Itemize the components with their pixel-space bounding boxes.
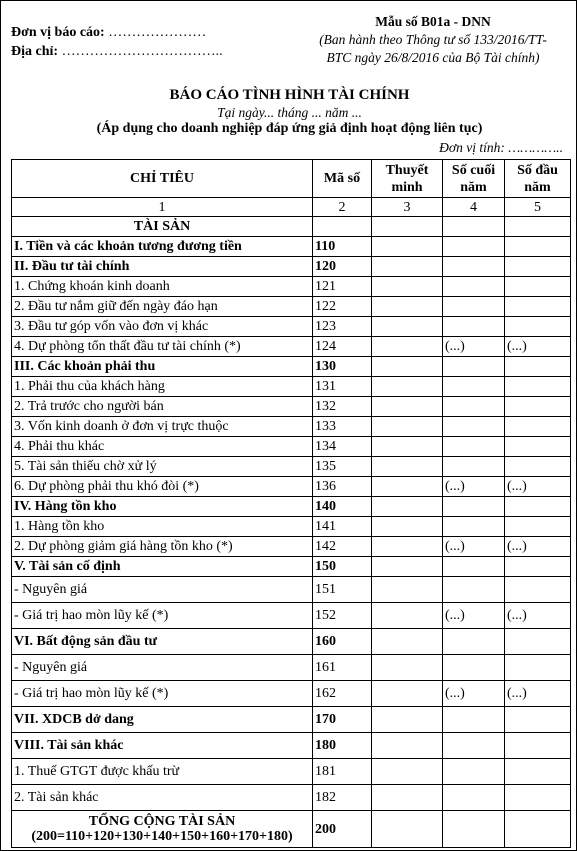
table-row (12, 497, 571, 517)
row-note (372, 457, 443, 477)
column-number: 4 (443, 198, 505, 217)
column-number: 5 (505, 198, 571, 217)
form-number: Mẫu số B01a - DNN (375, 14, 491, 29)
table-row (12, 629, 571, 655)
row-indicator: - Giá trị hao mòn lũy kế (*) (12, 603, 313, 629)
row-note (372, 759, 443, 785)
table-cell (443, 811, 505, 848)
row-note (372, 277, 443, 297)
row-year-end: (...) (443, 537, 505, 557)
row-note (372, 681, 443, 707)
table-row (12, 517, 571, 537)
total-code: 200 (313, 811, 372, 848)
row-indicator: 2. Đầu tư nắm giữ đến ngày đáo hạn (12, 297, 313, 317)
row-year-end (443, 517, 505, 537)
row-indicator: 6. Dự phòng phải thu khó đòi (*) (12, 477, 313, 497)
row-indicator: 1. Hàng tồn kho (12, 517, 313, 537)
row-code: 136 (313, 477, 372, 497)
address-line (11, 42, 223, 61)
row-indicator: III. Các khoản phải thu (12, 357, 313, 377)
row-year-begin (505, 785, 571, 811)
row-year-end (443, 497, 505, 517)
table-header-row (12, 160, 571, 198)
header-note-line-1: Thuyết (385, 162, 429, 178)
section-title-row (12, 217, 571, 237)
row-code: 132 (313, 397, 372, 417)
table-row (12, 655, 571, 681)
row-code: 141 (313, 517, 372, 537)
table-row (12, 759, 571, 785)
table-cell (372, 217, 443, 237)
row-year-end (443, 237, 505, 257)
row-code: 134 (313, 437, 372, 457)
row-year-end (443, 629, 505, 655)
row-code: 131 (313, 377, 372, 397)
row-code: 110 (313, 237, 372, 257)
row-year-begin (505, 517, 571, 537)
column-number-row (12, 198, 571, 217)
row-year-begin: (...) (505, 337, 571, 357)
table-row (12, 707, 571, 733)
row-note (372, 537, 443, 557)
table-row (12, 733, 571, 759)
report-date-line: Tại ngày... tháng ... năm ... (217, 105, 362, 120)
table-cell (313, 217, 372, 237)
table-row (12, 297, 571, 317)
row-code: 135 (313, 457, 372, 477)
row-code: 181 (313, 759, 372, 785)
row-code: 150 (313, 557, 372, 577)
row-year-begin: (...) (505, 537, 571, 557)
row-note (372, 477, 443, 497)
row-year-begin (505, 437, 571, 457)
row-year-end (443, 557, 505, 577)
row-indicator: 1. Phải thu của khách hàng (12, 377, 313, 397)
row-year-end (443, 417, 505, 437)
row-year-end (443, 457, 505, 477)
row-code: 162 (313, 681, 372, 707)
row-indicator: 3. Vốn kinh doanh ở đơn vị trực thuộc (12, 417, 313, 437)
row-year-end (443, 297, 505, 317)
table-row (12, 397, 571, 417)
table-row (12, 237, 571, 257)
row-year-end (443, 317, 505, 337)
total-label (12, 811, 313, 848)
header-year-begin-line-1: Số đầu (517, 162, 558, 178)
table-row (12, 577, 571, 603)
row-indicator: 1. Chứng khoán kinh doanh (12, 277, 313, 297)
header-note-line-2: minh (391, 179, 423, 195)
row-year-begin (505, 733, 571, 759)
row-year-begin (505, 277, 571, 297)
row-code: 130 (313, 357, 372, 377)
row-year-end: (...) (443, 603, 505, 629)
row-year-begin: (...) (505, 681, 571, 707)
row-year-end (443, 357, 505, 377)
row-year-begin: (...) (505, 477, 571, 497)
row-indicator: VIII. Tài sản khác (12, 733, 313, 759)
row-note (372, 437, 443, 457)
row-year-end (443, 733, 505, 759)
row-note (372, 257, 443, 277)
header-year-end-line-2: năm (460, 179, 487, 195)
row-year-begin (505, 397, 571, 417)
column-number: 2 (313, 198, 372, 217)
row-note (372, 629, 443, 655)
address-dots: …………………………….. (61, 44, 223, 59)
row-year-begin (505, 497, 571, 517)
row-note (372, 733, 443, 759)
row-year-end: (...) (443, 477, 505, 497)
row-code: 122 (313, 297, 372, 317)
issued-by-line-2: BTC ngày 26/8/2016 của Bộ Tài chính) (326, 50, 540, 65)
row-code: 180 (313, 733, 372, 759)
row-note (372, 417, 443, 437)
header-year-begin (505, 160, 571, 198)
row-year-begin (505, 237, 571, 257)
row-code: 160 (313, 629, 372, 655)
header-note (372, 160, 443, 198)
form-number-block (293, 13, 573, 67)
row-note (372, 297, 443, 317)
header-year-begin-line-2: năm (524, 179, 551, 195)
row-code: 170 (313, 707, 372, 733)
table-cell (372, 811, 443, 848)
row-year-begin (505, 655, 571, 681)
report-scope-line: (Áp dụng cho doanh nghiệp đáp ứng giả định hoạt động liên tục) (96, 121, 483, 136)
row-indicator: - Nguyên giá (12, 655, 313, 681)
row-indicator: IV. Hàng tồn kho (12, 497, 313, 517)
row-year-begin (505, 377, 571, 397)
row-note (372, 603, 443, 629)
row-indicator: VII. XDCB dở dang (12, 707, 313, 733)
row-indicator: 3. Đầu tư góp vốn vào đơn vị khác (12, 317, 313, 337)
row-code: 142 (313, 537, 372, 557)
row-note (372, 497, 443, 517)
issued-by-line-1: (Ban hành theo Thông tư số 133/2016/TT- (319, 32, 547, 47)
table-row (12, 337, 571, 357)
row-note (372, 317, 443, 337)
row-year-begin (505, 457, 571, 477)
table-row (12, 417, 571, 437)
reporting-unit-line (11, 23, 223, 42)
row-year-end (443, 377, 505, 397)
reporting-unit-dots: ………………… (108, 25, 207, 40)
row-year-end (443, 785, 505, 811)
row-indicator: 4. Phải thu khác (12, 437, 313, 457)
row-code: 133 (313, 417, 372, 437)
row-indicator: II. Đầu tư tài chính (12, 257, 313, 277)
table-row (12, 477, 571, 497)
column-number: 3 (372, 198, 443, 217)
row-year-begin (505, 257, 571, 277)
row-indicator: - Giá trị hao mòn lũy kế (*) (12, 681, 313, 707)
financial-position-table (11, 159, 571, 848)
table-row (12, 437, 571, 457)
row-year-begin (505, 417, 571, 437)
row-code: 151 (313, 577, 372, 603)
table-cell (505, 811, 571, 848)
row-note (372, 397, 443, 417)
row-indicator: VI. Bất động sản đầu tư (12, 629, 313, 655)
row-code: 152 (313, 603, 372, 629)
row-note (372, 377, 443, 397)
row-note (372, 357, 443, 377)
table-row (12, 603, 571, 629)
table-cell (443, 217, 505, 237)
row-year-begin (505, 557, 571, 577)
report-title: BÁO CÁO TÌNH HÌNH TÀI CHÍNH (169, 87, 410, 103)
row-code: 120 (313, 257, 372, 277)
table-row (12, 557, 571, 577)
table-row (12, 457, 571, 477)
row-year-end (443, 437, 505, 457)
row-year-begin (505, 317, 571, 337)
row-year-begin (505, 297, 571, 317)
reporting-entity-block (11, 23, 223, 61)
table-row (12, 277, 571, 297)
header-indicator: CHỈ TIÊU (12, 160, 313, 198)
row-year-end (443, 759, 505, 785)
row-year-end (443, 277, 505, 297)
row-code: 121 (313, 277, 372, 297)
row-indicator: - Nguyên giá (12, 577, 313, 603)
row-code: 140 (313, 497, 372, 517)
table-row (12, 537, 571, 557)
total-row (12, 811, 571, 848)
row-year-end (443, 397, 505, 417)
address-label: Địa chỉ: (11, 44, 59, 59)
column-number: 1 (12, 198, 313, 217)
row-note (372, 655, 443, 681)
row-year-begin (505, 357, 571, 377)
table-row (12, 257, 571, 277)
reporting-unit-label: Đơn vị báo cáo: (11, 25, 105, 40)
row-note (372, 577, 443, 603)
row-note (372, 785, 443, 811)
row-year-end: (...) (443, 681, 505, 707)
row-year-begin (505, 707, 571, 733)
row-indicator: 2. Trả trước cho người bán (12, 397, 313, 417)
row-year-begin (505, 629, 571, 655)
header-year-end (443, 160, 505, 198)
row-indicator: 1. Thuế GTGT được khấu trừ (12, 759, 313, 785)
header-code: Mã số (313, 160, 372, 198)
row-year-end: (...) (443, 337, 505, 357)
row-note (372, 557, 443, 577)
row-indicator: 4. Dự phòng tổn thất đầu tư tài chính (*) (12, 337, 313, 357)
header-year-end-line-1: Số cuối (451, 162, 496, 178)
row-indicator: I. Tiền và các khoản tương đương tiền (12, 237, 313, 257)
row-year-end (443, 257, 505, 277)
row-year-end (443, 707, 505, 733)
currency-unit-line: Đơn vị tính: ………….. (439, 140, 563, 155)
row-code: 123 (313, 317, 372, 337)
table-row (12, 377, 571, 397)
row-year-begin: (...) (505, 603, 571, 629)
row-year-end (443, 655, 505, 681)
table-row (12, 357, 571, 377)
row-year-begin (505, 759, 571, 785)
row-code: 182 (313, 785, 372, 811)
row-note (372, 237, 443, 257)
row-indicator: 2. Tài sản khác (12, 785, 313, 811)
total-label-line-1: TỔNG CỘNG TÀI SẢN (88, 814, 236, 829)
row-code: 124 (313, 337, 372, 357)
section-title: TÀI SẢN (12, 217, 313, 237)
row-note (372, 707, 443, 733)
row-code: 161 (313, 655, 372, 681)
row-note (372, 517, 443, 537)
total-label-line-2: (200=110+120+130+140+150+160+170+180) (31, 829, 293, 844)
row-note (372, 337, 443, 357)
row-year-end (443, 577, 505, 603)
row-indicator: 5. Tài sản thiếu chờ xử lý (12, 457, 313, 477)
table-row (12, 785, 571, 811)
row-year-begin (505, 577, 571, 603)
row-indicator: 2. Dự phòng giảm giá hàng tồn kho (*) (12, 537, 313, 557)
row-indicator: V. Tài sản cố định (12, 557, 313, 577)
table-cell (505, 217, 571, 237)
table-row (12, 317, 571, 337)
table-row (12, 681, 571, 707)
